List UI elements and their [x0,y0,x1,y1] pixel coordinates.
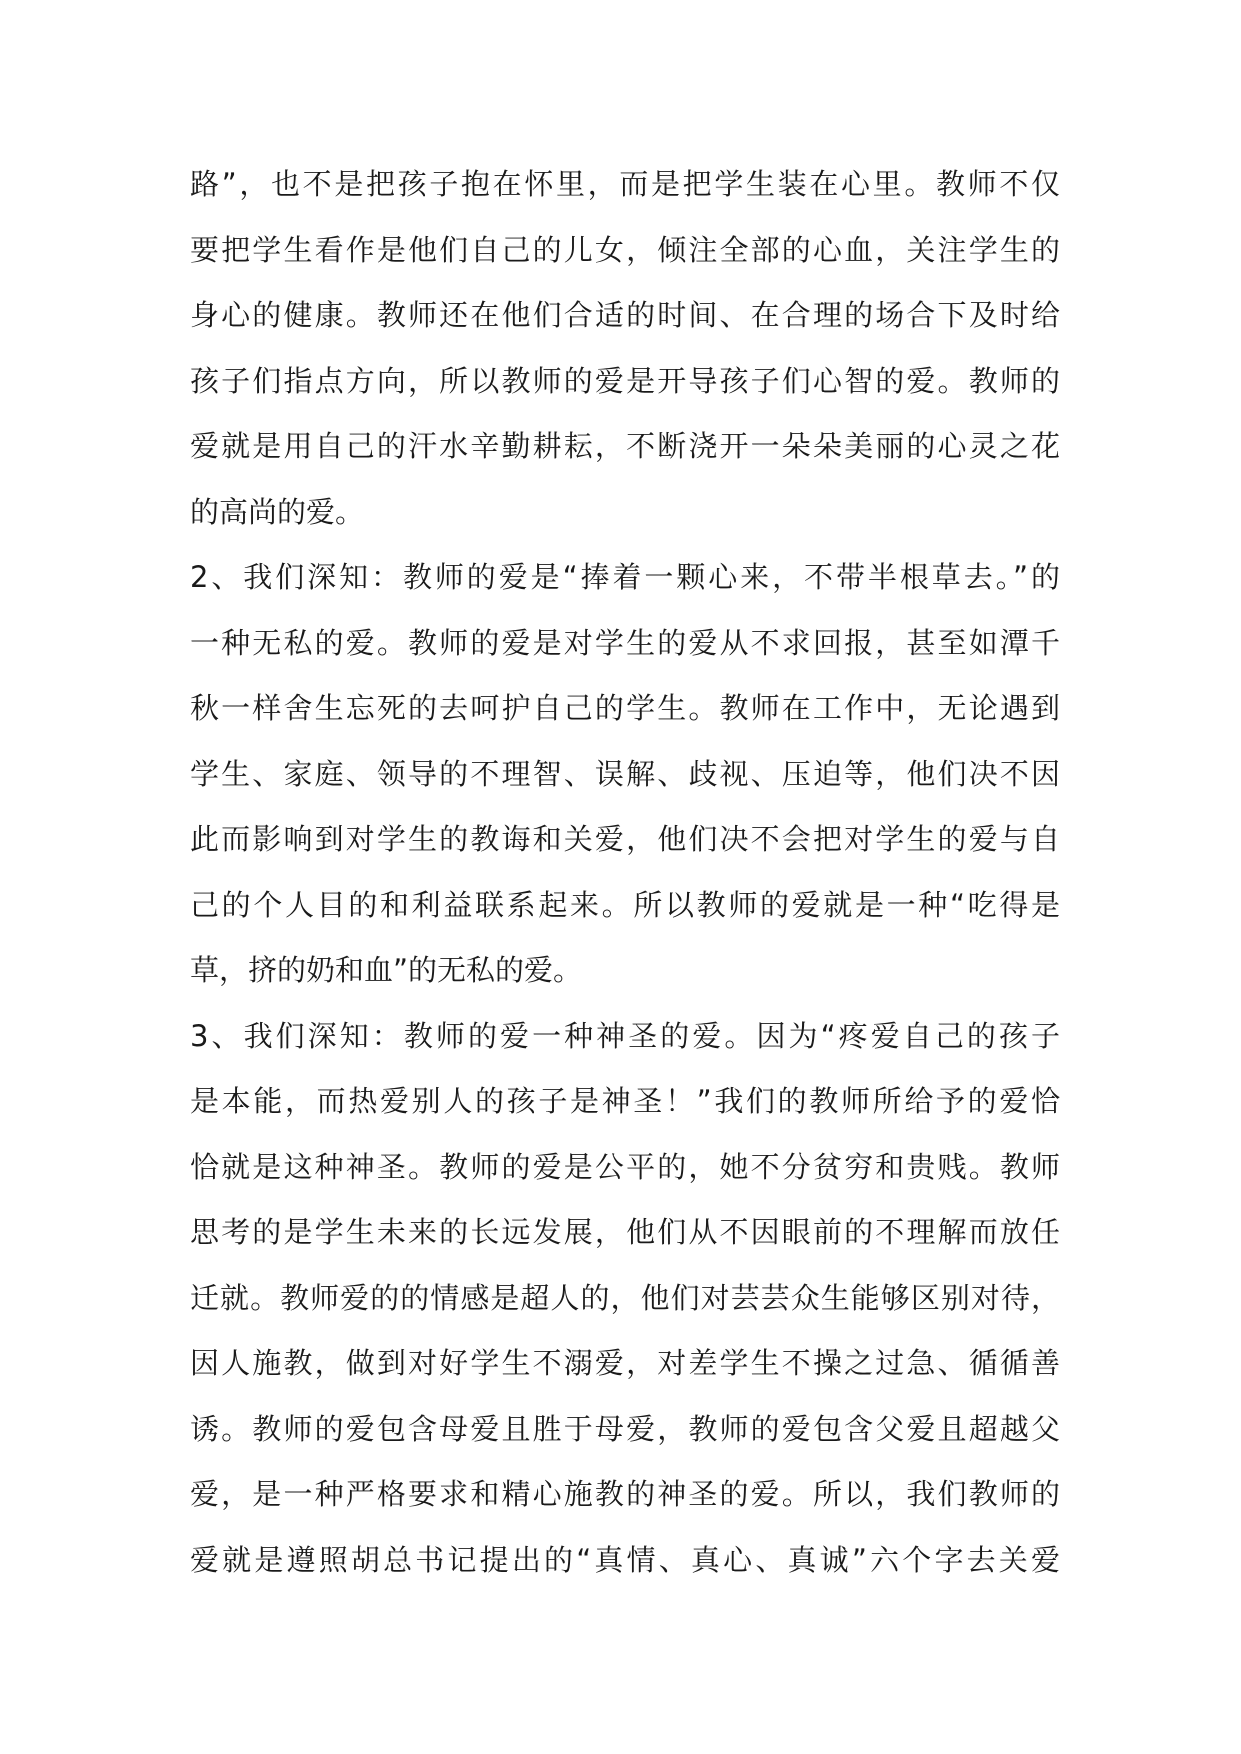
text-line: 草，挤的奶和血”的无私的爱。 [190,953,583,987]
text-line: 身心的健康。教师还在他们合适的时间、在合理的场合下及时给 [190,298,1060,332]
text-line: 此而影响到对学生的教诲和关爱，他们决不会把对学生的爱与自 [190,822,1060,856]
text-line: 孩子们指点方向，所以教师的爱是开导孩子们心智的爱。教师的 [190,363,1060,398]
text-line: 爱就是遵照胡总书记提出的“真情、真心、真诚”六个字去关爱 [190,1542,1060,1577]
text-line: 己的个人目的和利益联系起来。所以教师的爱就是一种“吃得是 [190,887,1060,922]
text-line: 路”，也不是把孩子抱在怀里，而是把学生装在心里。教师不仅 [190,167,1060,201]
text-line: 爱，是一种严格要求和精心施教的神圣的爱。所以，我们教师的 [190,1477,1060,1511]
text-line: 学生、家庭、领导的不理智、误解、歧视、压迫等，他们决不因 [190,756,1060,791]
text-line: 3、我们深知：教师的爱一种神圣的爱。因为“疼爱自己的孩子 [190,1018,1060,1053]
text-line: 秋一样舍生忘死的去呵护自己的学生。教师在工作中，无论遇到 [190,691,1060,725]
text-line: 爱就是用自己的汗水辛勤耕耘，不断浇开一朵朵美丽的心灵之花 [190,429,1060,463]
text-line: 诱。教师的爱包含母爱且胜于母爱，教师的爱包含父爱且超越父 [190,1411,1060,1446]
body-text [190,152,1060,1593]
text-line: 是本能，而热爱别人的孩子是神圣！”我们的教师所给予的爱恰 [190,1084,1060,1118]
text-line: 一种无私的爱。教师的爱是对学生的爱从不求回报，甚至如潭千 [190,625,1060,660]
text-line: 恰就是这种神圣。教师的爱是公平的，她不分贫穷和贵贱。教师 [190,1149,1060,1184]
text-line: 因人施教，做到对好学生不溺爱，对差学生不操之过急、循循善 [190,1346,1060,1380]
text-line: 要把学生看作是他们自己的儿女，倾注全部的心血，关注学生的 [190,232,1060,267]
text-line: 迁就。教师爱的的情感是超人的，他们对芸芸众生能够区别对待， [190,1280,1060,1315]
text-line: 2、我们深知：教师的爱是“捧着一颗心来，不带半根草去。”的 [190,560,1060,594]
text-line: 思考的是学生未来的长远发展，他们从不因眼前的不理解而放任 [190,1215,1060,1249]
text-line: 的高尚的爱。 [190,494,365,529]
